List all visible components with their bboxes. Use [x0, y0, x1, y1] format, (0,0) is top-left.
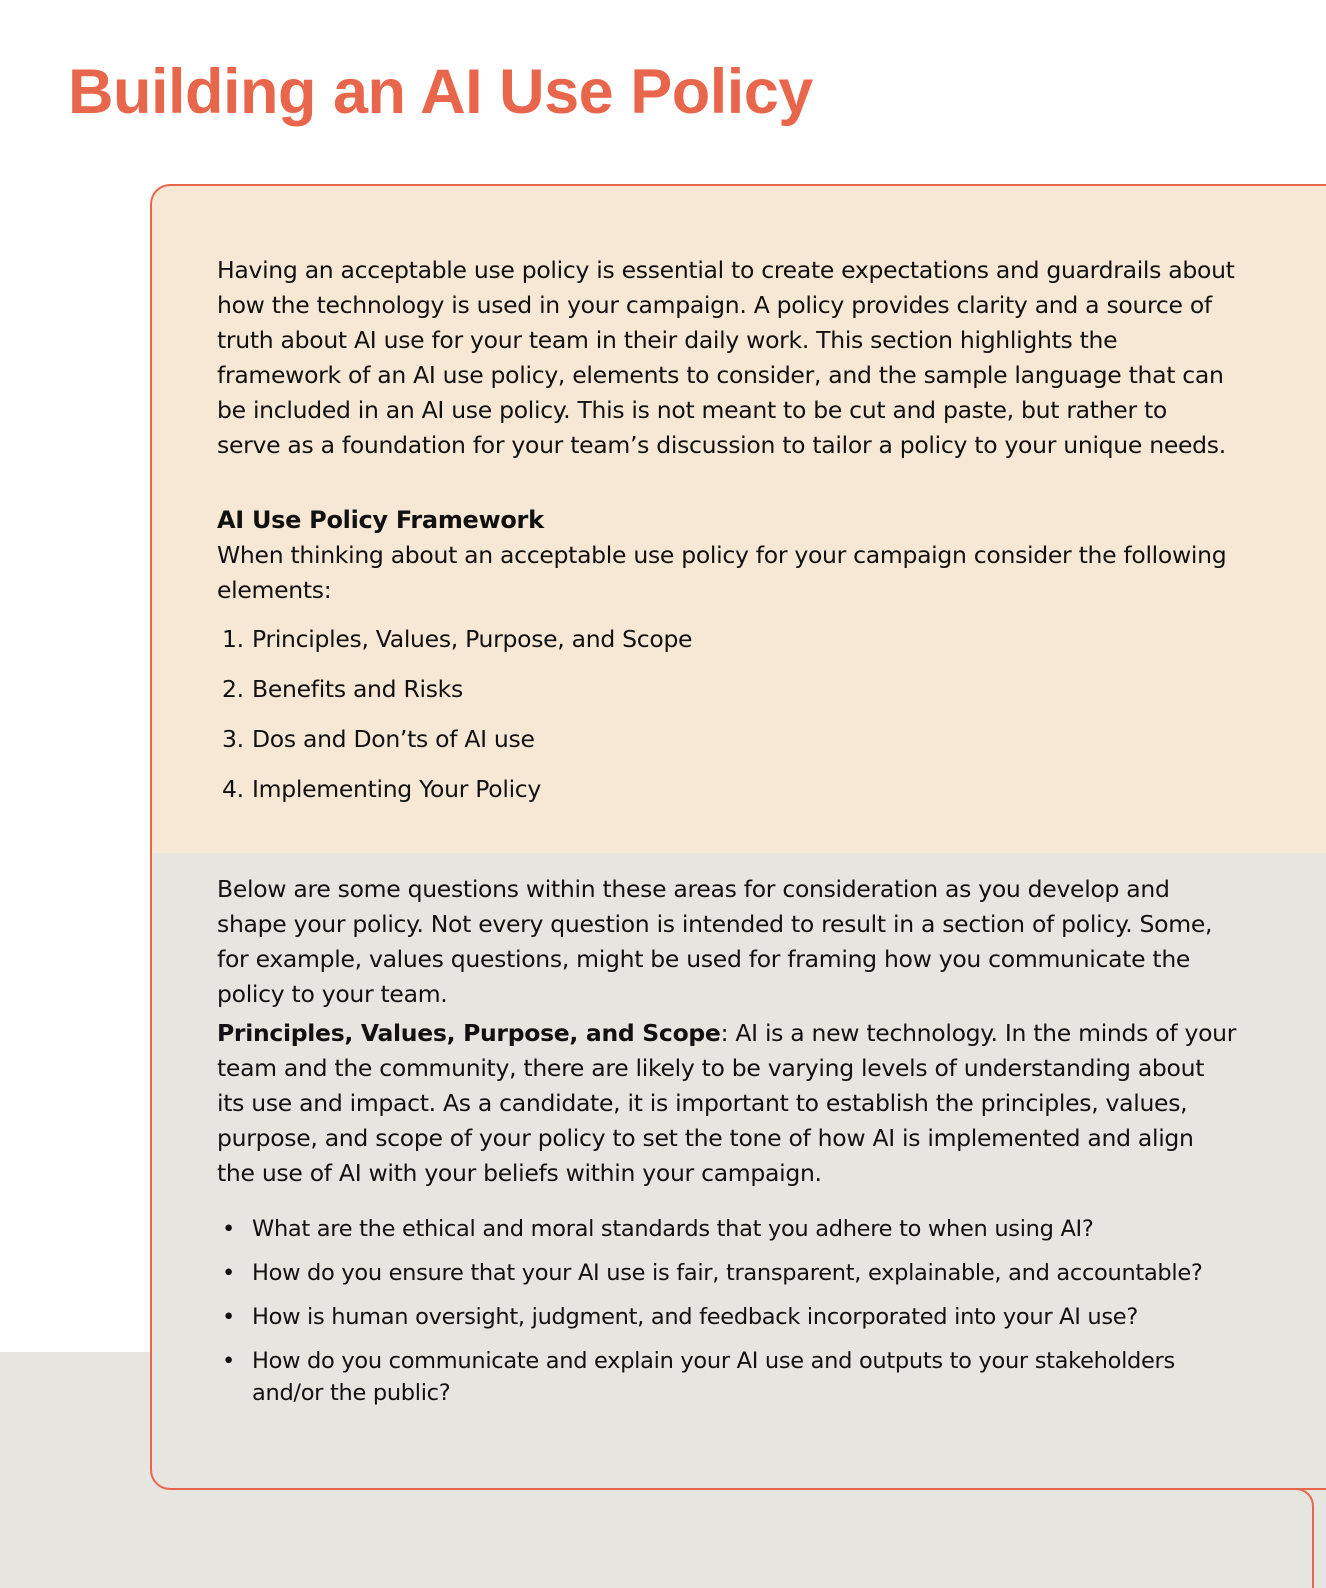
- list-item-number: 2.: [222, 675, 244, 703]
- question-text: How do you ensure that your AI use is fair, transparent, explainable, and accountable?: [252, 1260, 1203, 1286]
- principles-label: Principles, Values, Purpose, and Scope: [217, 1019, 721, 1047]
- bullet-icon: •: [222, 1216, 235, 1242]
- framework-list: [217, 622, 1237, 822]
- framework-lead: When thinking about an acceptable use policy for your campaign consider the following elements:: [217, 541, 1227, 604]
- principles-text: : AI is a new technology. In the minds of your team and the community, there are likely to be varying levels of understanding about its use and impact. As a candidate, it is important to establish the principles, values, purpose, and scope of your policy to set the tone of how AI is implemented and align the use of AI with your beliefs within your campaign.: [217, 1019, 1237, 1187]
- list-item: [217, 672, 1237, 722]
- list-item-label: Benefits and Risks: [252, 675, 463, 703]
- list-item: [217, 772, 1237, 822]
- bullet-icon: •: [222, 1348, 235, 1374]
- principles-paragraph: [217, 1016, 1237, 1191]
- question-text: How is human oversight, judgment, and feedback incorporated into your AI use?: [252, 1304, 1138, 1330]
- questions-intro-paragraph: Below are some questions within these areas for consideration as you develop and shape your policy. Not every question is intended to result in a section of policy. Some, for example, values questions, might be used for framing how you communicate the policy to your team.: [217, 875, 1213, 1008]
- list-item-number: 1.: [222, 625, 244, 653]
- background-gray-block: [0, 1352, 175, 1588]
- list-item: [217, 1257, 1237, 1289]
- list-item-label: Dos and Don’ts of AI use: [252, 725, 535, 753]
- question-text: What are the ethical and moral standards that you adhere to when using AI?: [252, 1216, 1094, 1242]
- list-item-label: Implementing Your Policy: [252, 775, 542, 803]
- intro-paragraph: Having an acceptable use policy is essential to create expectations and guardrails about how the technology is used in your campaign. A policy provides clarity and a source of truth about AI use for your team in their daily work. This section highlights the framework of an AI use policy, elements to consider, and the sample language that can be included in an AI use policy. This is not meant to be cut and paste, but rather to serve as a foundation for your team’s discussion to tailor a policy to your unique needs.: [217, 256, 1235, 459]
- questions-list: [217, 1213, 1237, 1409]
- decorative-corner-line: [1290, 1488, 1314, 1588]
- page-title: Building an AI Use Policy: [68, 57, 813, 127]
- framework-heading: AI Use Policy Framework: [217, 506, 544, 534]
- list-item: [217, 1345, 1237, 1409]
- list-item-label: Principles, Values, Purpose, and Scope: [252, 625, 693, 653]
- list-item: [217, 1213, 1237, 1245]
- list-item: [217, 722, 1237, 772]
- list-item-number: 3.: [222, 725, 244, 753]
- questions-section: [217, 872, 1237, 1421]
- question-text: How do you communicate and explain your AI use and outputs to your stakeholders and/or the public?: [252, 1348, 1175, 1406]
- intro-section: [217, 253, 1237, 822]
- bullet-icon: •: [222, 1304, 235, 1330]
- list-item: [217, 622, 1237, 672]
- bullet-icon: •: [222, 1260, 235, 1286]
- list-item: [217, 1301, 1237, 1333]
- list-item-number: 4.: [222, 775, 244, 803]
